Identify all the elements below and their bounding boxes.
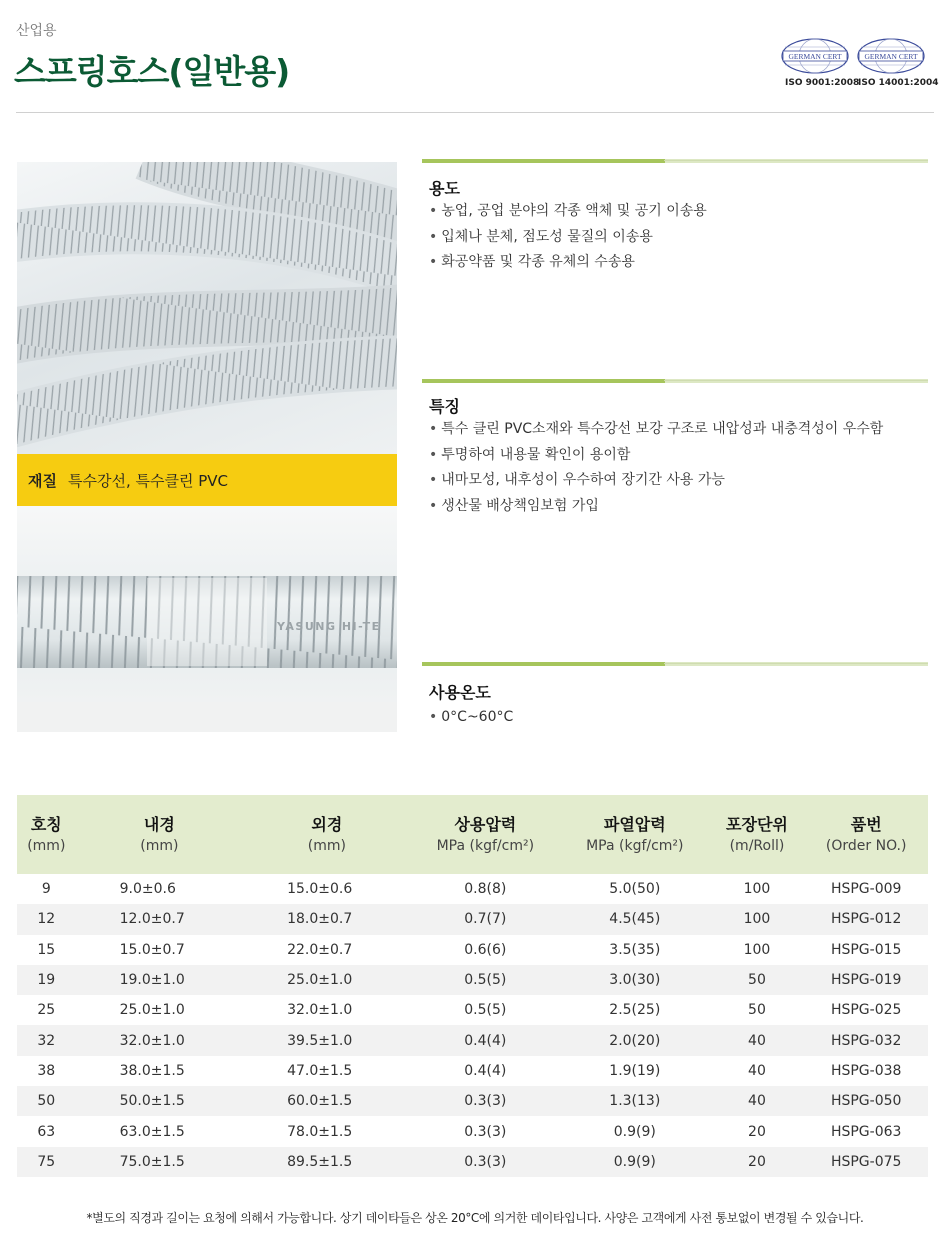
cell-working-pressure: 0.3(3) (411, 1086, 560, 1116)
table-row (17, 965, 928, 995)
cell-burst-pressure: 0.9(9) (613, 1123, 656, 1140)
material-value: 특수강선, 특수클린 PVC (68, 472, 229, 490)
cell-order-no: HSPG-019 (804, 965, 928, 995)
cell-order-no: HSPG-015 (830, 941, 902, 958)
cell-burst-pressure: 4.5(45) (560, 904, 709, 934)
cell-packing-unit: 40 (710, 1025, 805, 1055)
table-row (17, 1025, 928, 1055)
cell-packing-unit: 20 (748, 1123, 766, 1140)
cell-nominal: 19 (17, 965, 76, 995)
table-row (17, 1086, 928, 1116)
list-item: • 생산물 배상책임보험 가입 (429, 497, 599, 514)
cell-order-no: HSPG-032 (804, 1025, 928, 1055)
header-order-no: 품번 (Order NO.) (804, 795, 928, 874)
table-row (17, 1147, 928, 1177)
header-outer-diameter: 외경 (mm) (243, 795, 410, 874)
product-photo-hoses (17, 162, 397, 454)
cert-logo-text: GERMAN CERT (864, 52, 918, 61)
cell-order-no: HSPG-038 (830, 1062, 902, 1079)
table-row (17, 1116, 928, 1146)
cell-nominal: 75 (17, 1147, 76, 1177)
cell-nominal: 15 (37, 941, 56, 958)
cell-inner-diameter: 50.0±1.5 (76, 1086, 243, 1116)
cell-working-pressure: 0.3(3) (411, 1147, 560, 1177)
cell-burst-pressure: 5.0(50) (609, 881, 661, 898)
cell-burst-pressure: 3.0(30) (560, 965, 709, 995)
section-title-features: 특징 (429, 397, 460, 416)
cell-inner-diameter: 19.0±1.0 (76, 965, 243, 995)
cell-inner-diameter: 15.0±0.7 (119, 941, 185, 958)
cell-inner-diameter: 9.0±0.6 (119, 881, 176, 898)
cell-working-pressure: 0.6(6) (464, 941, 507, 958)
cell-packing-unit: 100 (743, 941, 771, 958)
header-divider (16, 112, 934, 113)
header-working-pressure: 상용압력 MPa (kgf/cm²) (411, 795, 560, 874)
section-divider (422, 379, 928, 383)
cell-burst-pressure: 1.3(13) (560, 1086, 709, 1116)
cell-working-pressure: 0.3(3) (464, 1123, 507, 1140)
cert-logo-text: GERMAN CERT (788, 52, 842, 61)
cell-packing-unit: 20 (710, 1147, 805, 1177)
cell-nominal: 12 (17, 904, 76, 934)
cell-packing-unit: 100 (743, 881, 771, 898)
cell-order-no: HSPG-009 (830, 881, 902, 898)
list-item: • 내마모성, 내후성이 우수하여 장기간 사용 가능 (429, 472, 725, 488)
usage-list (429, 199, 707, 276)
list-item: • 0°C~60°C (429, 709, 514, 725)
cell-order-no: HSPG-075 (804, 1147, 928, 1177)
list-item: • 화공약품 및 각종 유체의 수송용 (429, 254, 635, 270)
list-item: • 입체나 분체, 점도성 물질의 이송용 (429, 228, 653, 245)
german-cert-logo (781, 38, 849, 74)
cell-order-no: HSPG-063 (830, 1123, 902, 1140)
cell-outer-diameter: 32.0±1.0 (287, 1002, 353, 1019)
cell-order-no: HSPG-012 (804, 904, 928, 934)
cell-working-pressure: 0.7(7) (411, 904, 560, 934)
cell-nominal: 63 (37, 1123, 56, 1140)
table-row (17, 874, 928, 904)
cell-inner-diameter: 32.0±1.0 (76, 1025, 243, 1055)
cell-nominal: 38 (37, 1062, 56, 1079)
cell-nominal: 50 (17, 1086, 76, 1116)
cell-packing-unit: 100 (710, 904, 805, 934)
cell-burst-pressure: 2.5(25) (609, 1002, 661, 1019)
material-label: 재질 (28, 472, 57, 490)
cell-working-pressure: 0.4(4) (464, 1062, 507, 1079)
list-item: • 농업, 공업 분야의 각종 액체 및 공기 이송용 (429, 203, 707, 219)
section-divider (422, 662, 928, 666)
header-nominal: 호칭 (mm) (17, 795, 76, 874)
table-row (17, 995, 928, 1025)
list-item: • 특수 클린 PVC소재와 특수강선 보강 구조로 내압성과 내충격성이 우수함 (429, 421, 884, 437)
cell-burst-pressure: 1.9(19) (609, 1062, 661, 1079)
header-inner-diameter: 내경 (mm) (76, 795, 243, 874)
cell-outer-diameter: 15.0±0.6 (287, 881, 353, 898)
section-divider (422, 159, 928, 163)
header-packing-unit: 포장단위 (m/Roll) (710, 795, 805, 874)
cell-packing-unit: 50 (748, 1002, 766, 1019)
cell-inner-diameter: 25.0±1.0 (119, 1002, 185, 1019)
page-title: 스프링호스(일반용) (14, 52, 290, 91)
category-label: 산업용 (16, 23, 57, 39)
header-burst-pressure: 파열압력 MPa (kgf/cm²) (560, 795, 709, 874)
cell-outer-diameter: 47.0±1.5 (287, 1062, 353, 1079)
cell-inner-diameter: 38.0±1.5 (119, 1062, 185, 1079)
cell-outer-diameter: 39.5±1.0 (243, 1025, 410, 1055)
material-bar (17, 454, 397, 506)
table-row (17, 935, 928, 965)
section-title-usage: 용도 (429, 179, 460, 198)
cell-burst-pressure: 0.9(9) (560, 1147, 709, 1177)
cell-packing-unit: 50 (710, 965, 805, 995)
cell-order-no: HSPG-050 (804, 1086, 928, 1116)
cell-working-pressure: 0.5(5) (464, 1002, 507, 1019)
temperature-list (429, 705, 513, 731)
cell-packing-unit: 40 (748, 1062, 766, 1079)
spec-table (17, 795, 928, 1177)
cell-outer-diameter: 60.0±1.5 (243, 1086, 410, 1116)
iso-9001-label: ISO 9001:2008 (785, 78, 860, 88)
cell-inner-diameter: 12.0±0.7 (76, 904, 243, 934)
iso-14001-label: ISO 14001:2004 (858, 78, 939, 88)
cell-inner-diameter: 63.0±1.5 (119, 1123, 185, 1140)
cell-nominal: 32 (17, 1025, 76, 1055)
cell-nominal: 9 (41, 881, 51, 898)
cell-packing-unit: 40 (710, 1086, 805, 1116)
product-photo-closeup (17, 506, 397, 732)
cell-burst-pressure: 2.0(20) (560, 1025, 709, 1055)
cell-working-pressure: 0.5(5) (411, 965, 560, 995)
section-title-temperature: 사용온도 (429, 683, 491, 702)
cell-outer-diameter: 78.0±1.5 (287, 1123, 353, 1140)
list-item: • 투명하여 내용물 확인이 용이함 (429, 446, 631, 463)
table-header-row (17, 795, 928, 874)
table-row (17, 904, 928, 934)
cell-burst-pressure: 3.5(35) (609, 941, 661, 958)
features-list (429, 417, 883, 519)
cell-outer-diameter: 25.0±1.0 (243, 965, 410, 995)
hose-imprint-text: YASUNG HI-TE (277, 620, 381, 633)
cell-working-pressure: 0.4(4) (411, 1025, 560, 1055)
cell-outer-diameter: 89.5±1.5 (243, 1147, 410, 1177)
table-row (17, 1056, 928, 1086)
cell-working-pressure: 0.8(8) (464, 881, 507, 898)
footnote: *별도의 직경과 길이는 요청에 의해서 가능합니다. 상기 데이타들은 상온 20°C에 의거한 데이타입니다. 사양은 고객에게 사전 통보없이 변경될 수 있습니다. (86, 1211, 864, 1225)
cell-nominal: 25 (37, 1002, 56, 1019)
cell-outer-diameter: 22.0±0.7 (287, 941, 353, 958)
german-cert-logo (857, 38, 925, 74)
cell-inner-diameter: 75.0±1.5 (76, 1147, 243, 1177)
cell-order-no: HSPG-025 (830, 1002, 902, 1019)
cell-outer-diameter: 18.0±0.7 (243, 904, 410, 934)
